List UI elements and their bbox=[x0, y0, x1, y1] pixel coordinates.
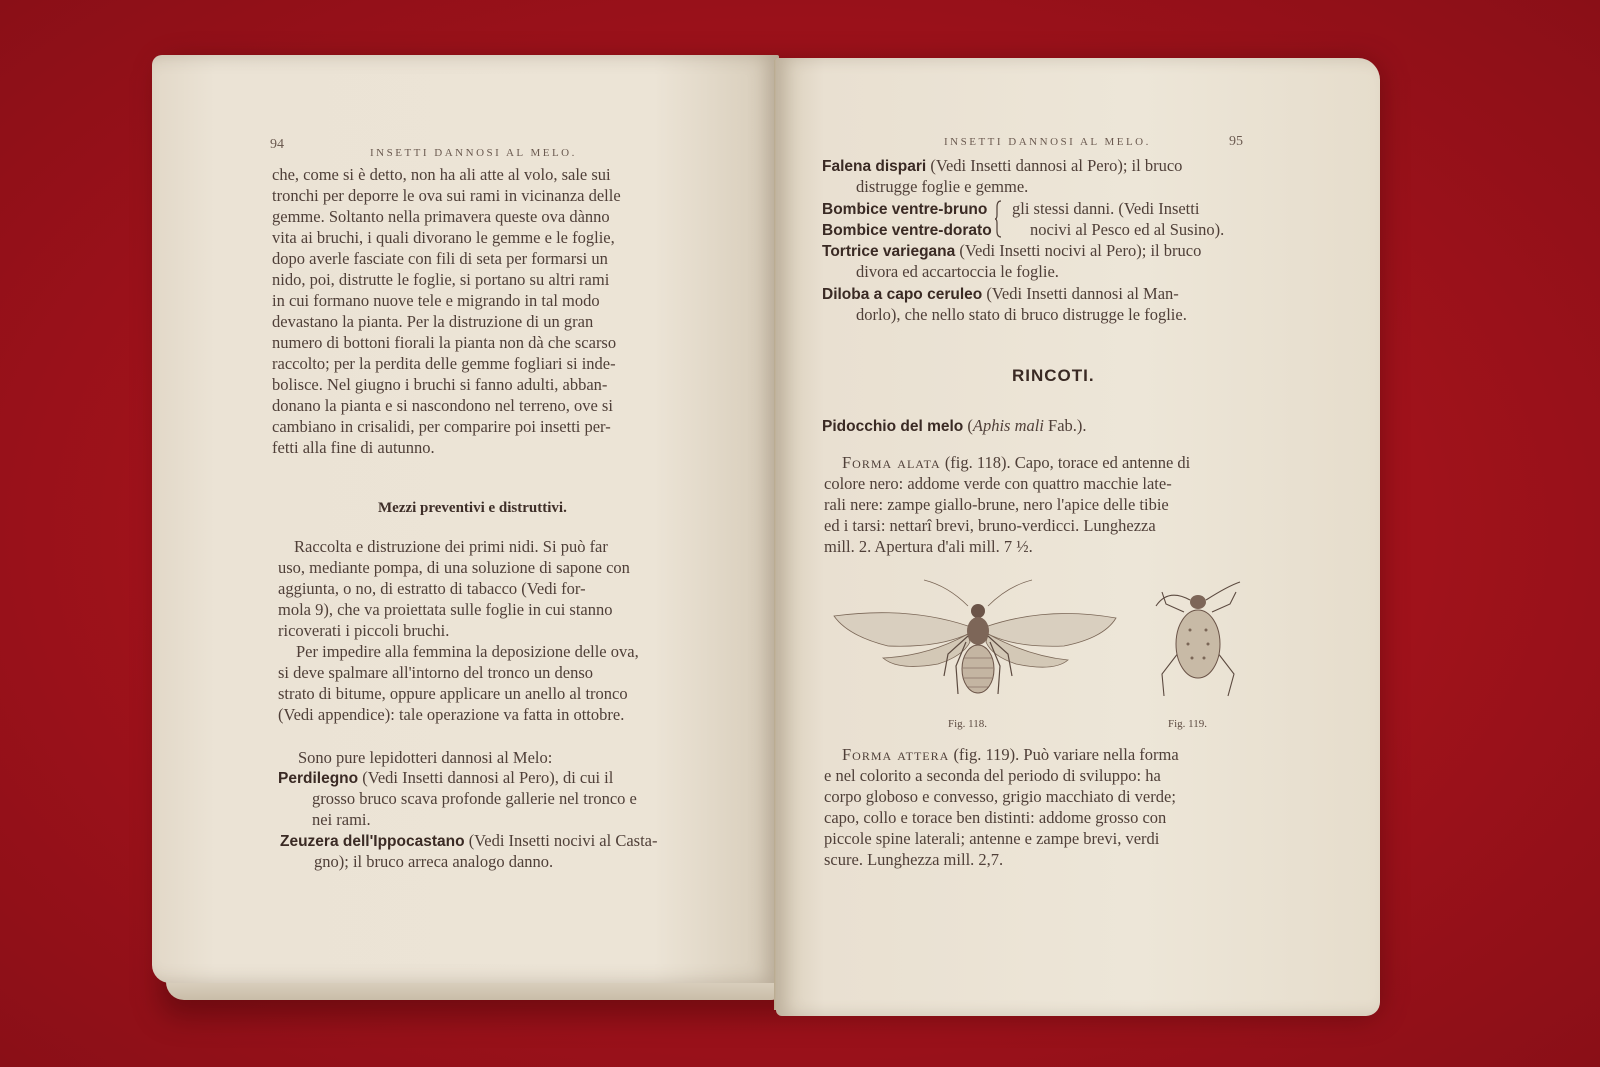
text-line: rali nere: zampe giallo-brune, nero l'apice delle tibie bbox=[824, 495, 1169, 514]
text-line: corpo globoso e convesso, grigio macchiato di verde; bbox=[824, 787, 1176, 806]
entry-text: (Vedi Insetti nocivi al Pero); il bruco bbox=[955, 241, 1202, 260]
text-line: scure. Lunghezza mill. 2,7. bbox=[824, 850, 1004, 869]
right-page: INSETTI DANNOSI AL MELO. 95 Falena dispari (Vedi Insetti dannosi al Pero); il bruco distrugge foglie e gemme. Bombice ventre-bruno Bombice ventre-dorato gli stessi danni. (Vedi Insetti nocivi al Pesco ed al Susino). Tortrice variegana (Vedi Insetti nocivi al Pero); il bruco divora ed accartoccia le foglie. Diloba a capo ceruleo (Vedi Insetti dannosi al Man- dorlo), che nello stato di bruco distrugge le foglie. RINCOTI. Pidocchio del melo (Aphis mali Fab.). Forma alata (fig. 118). Capo, torace ed antenne di colore nero: addome verde con quattro macchie late- rali nere: zampe giallo-brune, nero l'apice delle tibie ed i tarsi: nettarî brevi, bruno-verdicci. Lunghezza mill. 2. Apertura d'ali mill. 7 ½. Fig. 118. Fig. 119. Forma attera (fig. 119). Può variare nella forma e nel colorito a seconda del periodo di sviluppo: ha corpo globoso e convesso, grigio macchiato di verde; capo, collo e torace ben distinti: addome grosso con piccole spine laterali; antenne e zampe brevi, verdi scure. Lunghezza mill. 2,7. bbox=[776, 58, 1380, 1016]
text-line: distrugge foglie e gemme. bbox=[856, 177, 1029, 196]
text-line: fetti alla fine di autunno. bbox=[272, 438, 435, 457]
text-line: si deve spalmare all'intorno del tronco un denso bbox=[278, 663, 594, 682]
text-line: bolisce. Nel giugno i bruchi si fanno adulti, abban- bbox=[272, 375, 608, 394]
text-line: ricoverati i piccoli bruchi. bbox=[278, 621, 450, 640]
text-line: che, come si è detto, non ha ali atte al volo, sale sui bbox=[272, 165, 611, 184]
text-line: tronchi per deporre le ova sui rami in vicinanza delle bbox=[272, 186, 621, 205]
entry-text: (Vedi Insetti dannosi al Pero); il bruco bbox=[926, 156, 1183, 175]
entry-text: (Vedi Insetti dannosi al Man- bbox=[982, 284, 1179, 303]
entry-term: Falena dispari bbox=[822, 158, 927, 175]
text-line: nido, poi, distrutte le foglie, si portano su altri rami bbox=[272, 270, 610, 289]
text-line: divora ed accartoccia le foglie. bbox=[856, 262, 1059, 281]
label: Forma attera bbox=[842, 745, 950, 764]
text-line: gli stessi danni. (Vedi Insetti bbox=[1012, 199, 1200, 218]
text-line: cambiano in crisalidi, per comparire poi insetti per- bbox=[272, 417, 611, 436]
wingless-aphid-illustration bbox=[1148, 578, 1248, 708]
running-head: INSETTI DANNOSI AL MELO. bbox=[944, 136, 1151, 148]
section-title: RINCOTI. bbox=[1012, 366, 1095, 385]
text-line: gno); il bruco arreca analogo danno. bbox=[314, 852, 554, 871]
text-line: donano la pianta e si nascondono nel terreno, ove si bbox=[272, 396, 613, 415]
text-line: nocivi al Pesco ed al Susino). bbox=[1030, 220, 1225, 239]
text-line: dorlo), che nello stato di bruco distrugge le foglie. bbox=[856, 305, 1187, 324]
text-line: raccolto; per la perdita delle gemme fogliari si inde- bbox=[272, 354, 616, 373]
text-line: Raccolta e distruzione dei primi nidi. Si può far bbox=[294, 537, 608, 556]
figure-caption: Fig. 118. bbox=[948, 718, 988, 730]
page-edge bbox=[166, 982, 781, 1000]
winged-aphid-illustration bbox=[828, 576, 1128, 711]
entry-term: Diloba a capo ceruleo bbox=[822, 286, 983, 303]
text-line: grosso bruco scava profonde gallerie nel tronco e bbox=[312, 789, 637, 808]
text-line: nei rami. bbox=[312, 810, 371, 829]
running-head: INSETTI DANNOSI AL MELO. bbox=[370, 147, 577, 159]
text-line: devastano la pianta. Per la distruzione di un gran bbox=[272, 312, 594, 331]
text-line: ed i tarsi: nettarî brevi, bruno-verdicci. Lunghezza bbox=[824, 516, 1156, 535]
text-line: uso, mediante pompa, di una soluzione di sapone con bbox=[278, 558, 630, 577]
text-line: in cui formano nuove tele e migrando in tal modo bbox=[272, 291, 600, 310]
section-title: Mezzi preventivi e distruttivi. bbox=[378, 500, 567, 516]
text-line: Sono pure lepidotteri dannosi al Melo: bbox=[298, 748, 553, 767]
entry-term: Tortrice variegana bbox=[822, 243, 956, 260]
text-line: mill. 2. Apertura d'ali mill. 7 ½. bbox=[824, 537, 1033, 556]
text-line: mola 9), che va proiettata sulle foglie in cui stanno bbox=[278, 600, 613, 619]
label: Forma alata bbox=[842, 453, 941, 472]
left-page bbox=[152, 55, 779, 983]
text-line: Per impedire alla femmina la deposizione delle ova, bbox=[296, 642, 639, 661]
page-number: 95 bbox=[1229, 134, 1243, 149]
text-line: strato di bitume, oppure applicare un anello al tronco bbox=[278, 684, 628, 703]
entry-term: Perdilegno bbox=[278, 770, 359, 787]
text-line: gemme. Soltanto nella primavera queste ova dànno bbox=[272, 207, 610, 226]
text-line: aggiunta, o no, di estratto di tabacco (Vedi for- bbox=[278, 579, 586, 598]
page-number: 94 bbox=[270, 137, 284, 152]
brace-icon bbox=[994, 199, 1004, 239]
entry-term: Zeuzera dell'Ippocastano bbox=[280, 833, 465, 850]
text-line: e nel colorito a seconda del periodo di sviluppo: ha bbox=[824, 766, 1161, 785]
text-line: piccole spine laterali; antenne e zampe brevi, verdi bbox=[824, 829, 1160, 848]
entry-pidocchio: Pidocchio del melo (Aphis mali Fab.). bbox=[822, 416, 1087, 435]
text-line: capo, collo e torace ben distinti: addome grosso con bbox=[824, 808, 1167, 827]
entry-term: Bombice ventre-dorato bbox=[822, 222, 992, 239]
text-line: vita ai bruchi, i quali divorano le gemme e le foglie, bbox=[272, 228, 615, 247]
entry-term: Bombice ventre-bruno bbox=[822, 201, 988, 218]
entry-text: (Vedi Insetti dannosi al Pero), di cui il bbox=[358, 768, 614, 787]
text-line: numero di bottoni fiorali la pianta non dà che scarso bbox=[272, 333, 617, 352]
text-line: colore nero: addome verde con quattro macchie late- bbox=[824, 474, 1172, 493]
entry-text: (Vedi Insetti nocivi al Casta- bbox=[464, 831, 658, 850]
text-line: (Vedi appendice): tale operazione va fatta in ottobre. bbox=[278, 705, 625, 724]
figure-caption: Fig. 119. bbox=[1168, 718, 1208, 730]
text-line: dopo averle fasciate con fili di seta per formarsi un bbox=[272, 249, 608, 268]
